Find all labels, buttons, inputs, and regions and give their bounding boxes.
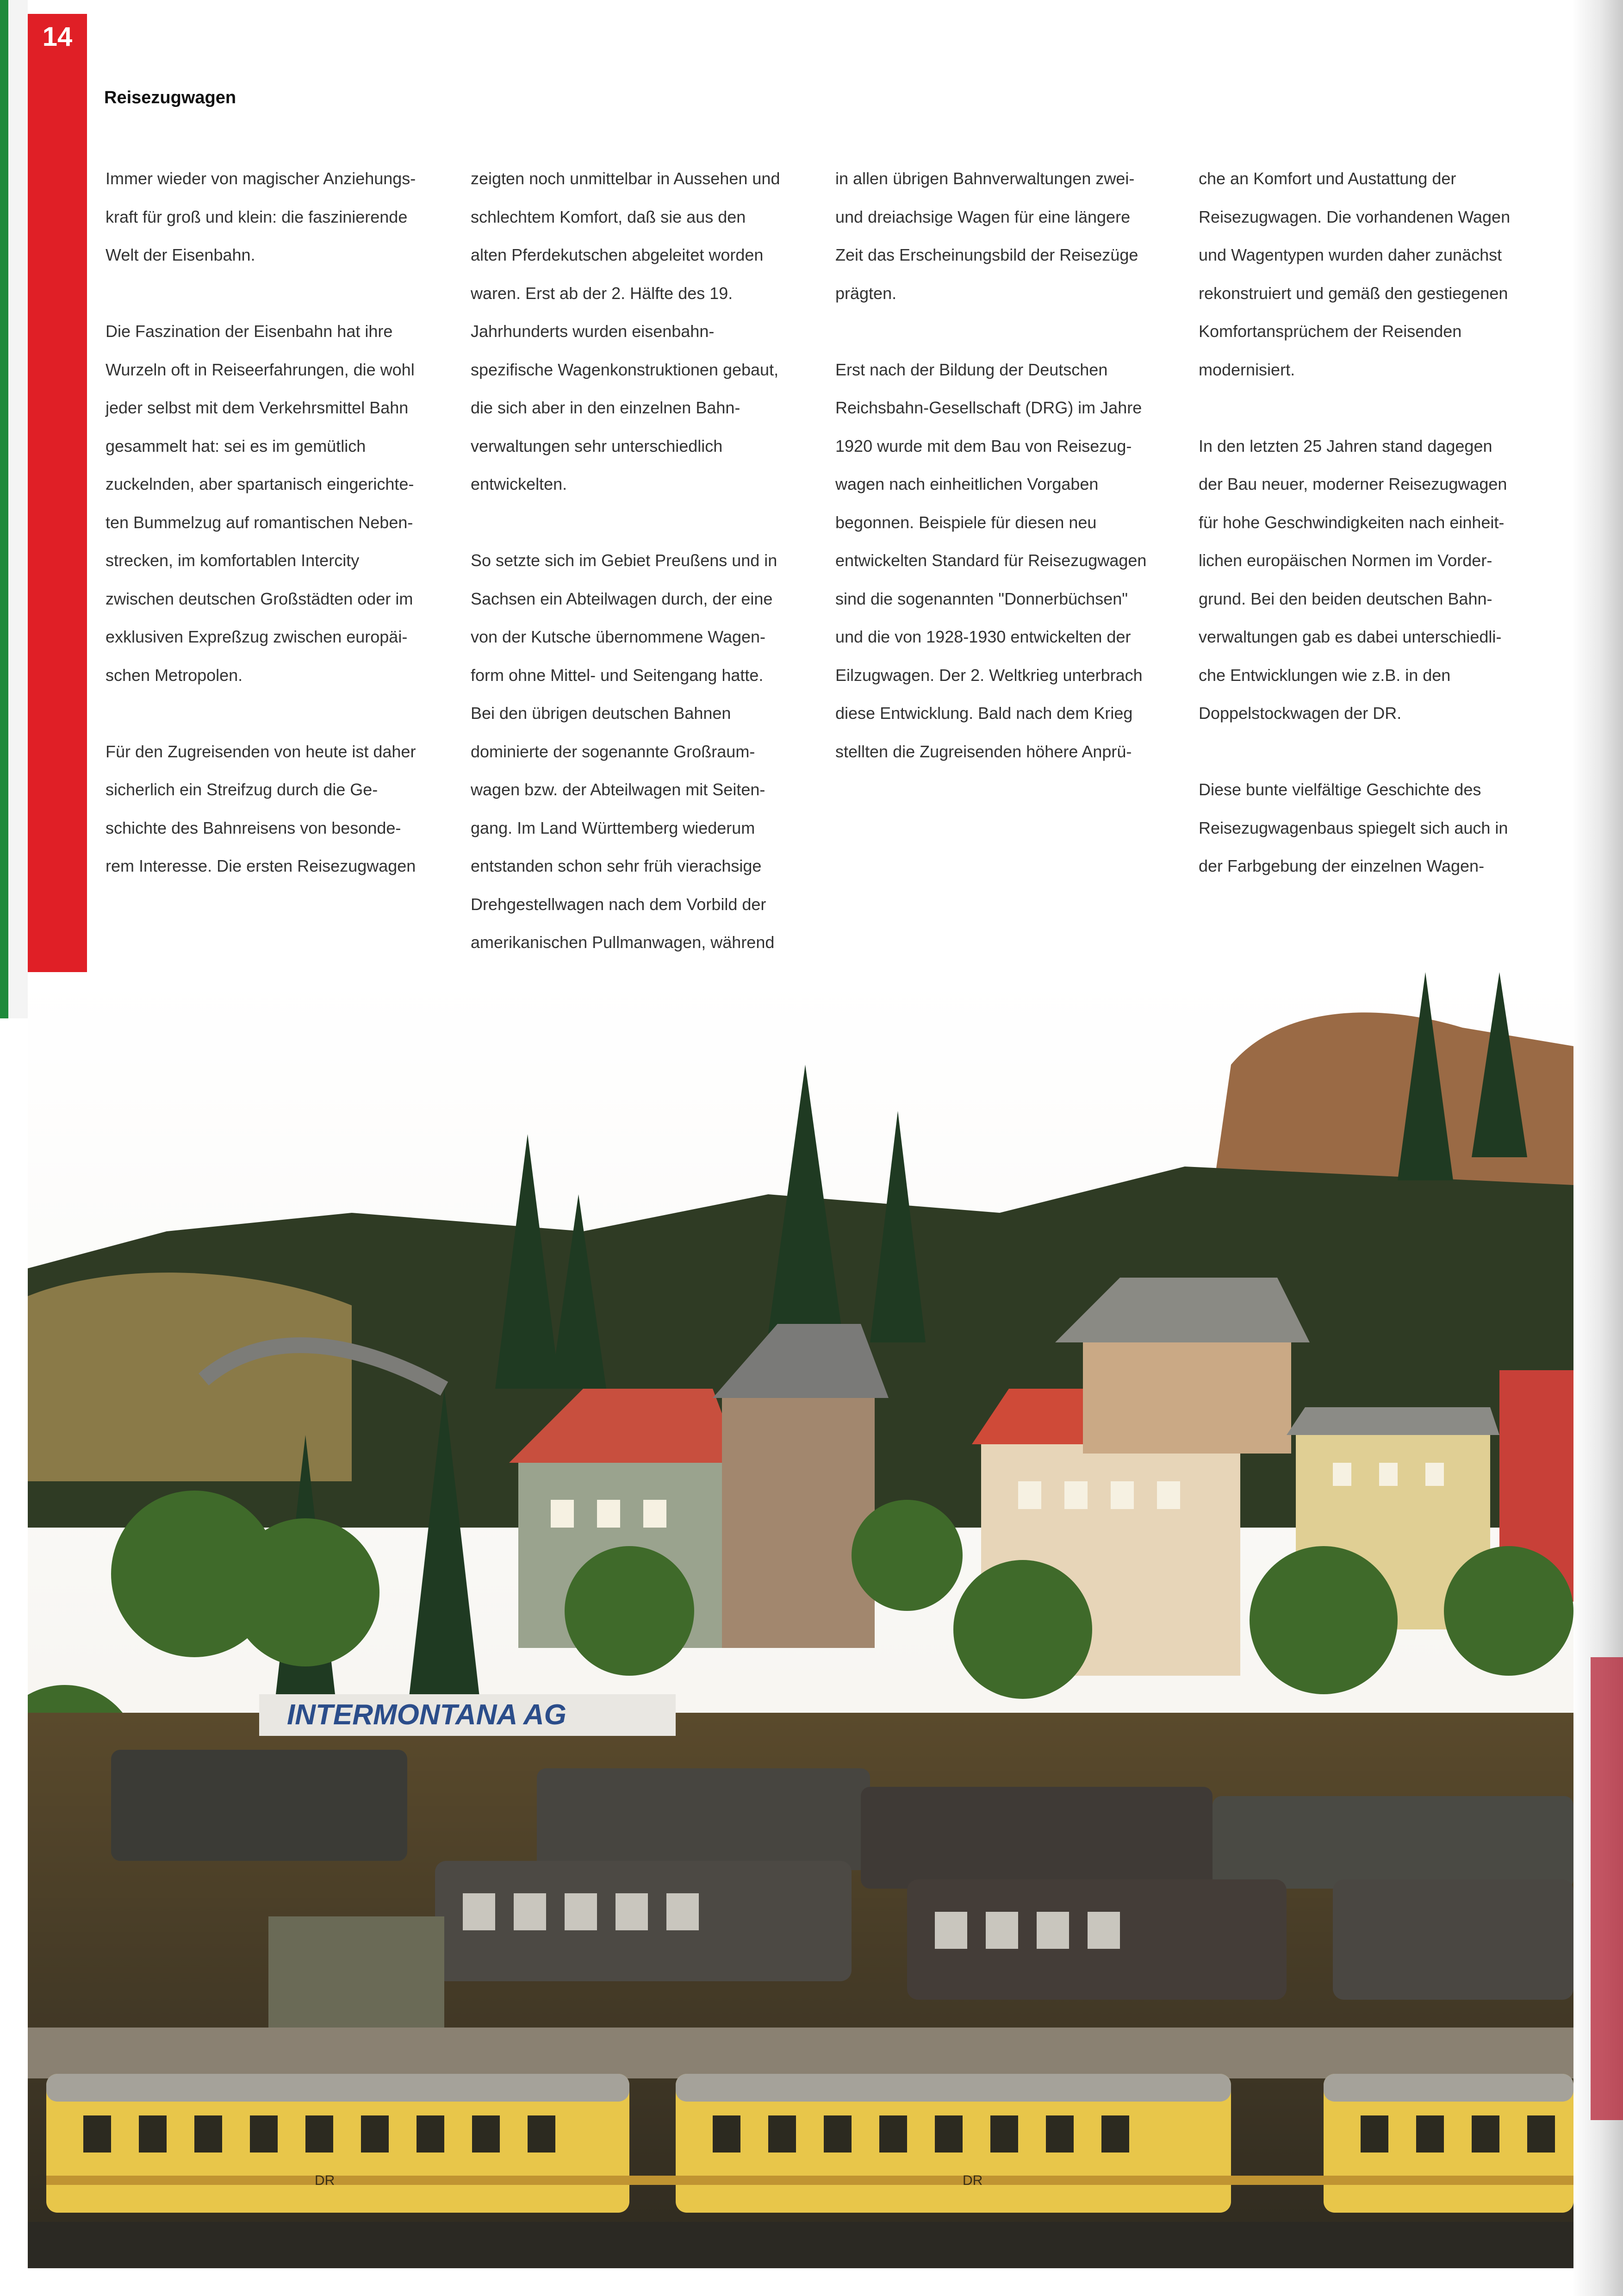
page-number: 14 [42,22,73,52]
paragraph: In den letzten 25 Jahren stand dagegen der Bau neuer, moderner Reisezugwagen für hohe Geschwindigkeiten nach einheit- lichen europäischen Normen im Vorder- grund. Bei den beiden deutschen Bahn- verwaltungen gab es dabei unterschiedli- che Entwicklungen wie z.B. in den Doppelstockwagen der DR. [1199,436,1507,723]
coach-stripe [46,2176,1573,2185]
paragraph: Erst nach der Bildung der Deutschen Reichsbahn-Gesellschaft (DRG) im Jahre 1920 wurde mit dem Bau von Reisezug- wagen nach einheitlichen Vorgaben begonnen. Beispiele für diesen neu entwickelten Standard für Reisezugwagen sind die sogenannten "Donnerbüchsen" und die von 1928-1930 entwickelten der Eilzugwagen. Der 2. Weltkrieg unterbrach diese Entwicklung. Bald nach dem Krieg stellten die Zugreisenden höhere Anprü- [835,360,1147,761]
billboard-text: INTERMONTANA AG [287,1699,566,1731]
car-marking: DR [963,2173,983,2188]
car-marking: DR [315,2173,335,2188]
next-page-red-mark [1591,1657,1623,2120]
paragraph: Diese bunte vielfältige Geschichte des Reisezugwagenbaus spiegelt sich auch in der Farbgebung der einzelnen Wagen- [1199,780,1508,875]
text-column-2 [471,160,827,1000]
model-railway-photo [28,972,1573,2268]
white-gap-strip [8,0,28,1018]
article-heading: Reisezugwagen [104,88,236,107]
left-rock [28,1273,352,1481]
paragraph: Die Faszination der Eisenbahn hat ihre Wurzeln oft in Reiseerfahrungen, die wohl jeder selbst mit dem Verkehrsmittel Bahn gesammelt hat: sei es im gemütlich zuckelnden, aber spartanisch eingerichte- ten Bummelzug auf romantischen Neben- strecken, im komfortablen Intercity zwischen deutschen Großstädten oder im exklusiven Expreßzug zwischen europäi- schen Metropolen. [106,322,415,685]
paragraph: Immer wieder von magischer Anziehungs- kraft für groß und klein: die faszinierende Welt der Eisenbahn. [106,169,416,264]
text-column-1 [106,160,462,923]
paragraph: che an Komfort und Austattung der Reisezugwagen. Die vorhandenen Wagen und Wagentypen wurden daher zunächst rekonstruiert und gemäß den gestiegenen Komfortansprüchem der Reisenden modernisiert. [1199,169,1511,379]
text-column-4 [1199,160,1569,923]
paragraph: Für den Zugreisenden von heute ist daher sicherlich ein Streifzug durch die Ge- schichte des Bahnreisens von besonde- rem Interesse. Die ersten Reisezugwagen [106,742,416,875]
text-column-3 [835,160,1192,809]
track-bed [28,2222,1573,2268]
paragraph: in allen übrigen Bahnverwaltungen zwei- und dreiachsige Wagen für eine längere Zeit das Erscheinungsbild der Reisezüge prägten. [835,169,1138,303]
paragraph: So setzte sich im Gebiet Preußens und in Sachsen ein Abteilwagen durch, der eine von der Kutsche übernommene Wagen- form ohne Mittel- und Seitengang hatte. Bei den übrigen deutschen Bahnen dominierte der sogenannte Großraum- wagen bzw. der Abteilwagen mit Seiten- gang. Im Land Württemberg wiederum entstanden schon sehr früh vierachsige Drehgestellwagen nach dem Vorbild der amerikanischen Pullmanwagen, während [471,551,777,952]
paragraph: zeigten noch unmittelbar in Aussehen und schlechtem Komfort, daß sie aus den alten Pferdekutschen abgeleitet worden waren. Erst ab der 2. Hälfte des 19. Jahrhunderts wurden eisenbahn- spezifische Wagenkonstruktionen gebaut, die sich aber in den einzelnen Bahn- verwaltungen sehr unterschiedlich entwickelten. [471,169,780,493]
platform [28,2028,1573,2078]
platform-shelter [268,1916,444,2037]
green-edge-strip [0,0,8,1018]
